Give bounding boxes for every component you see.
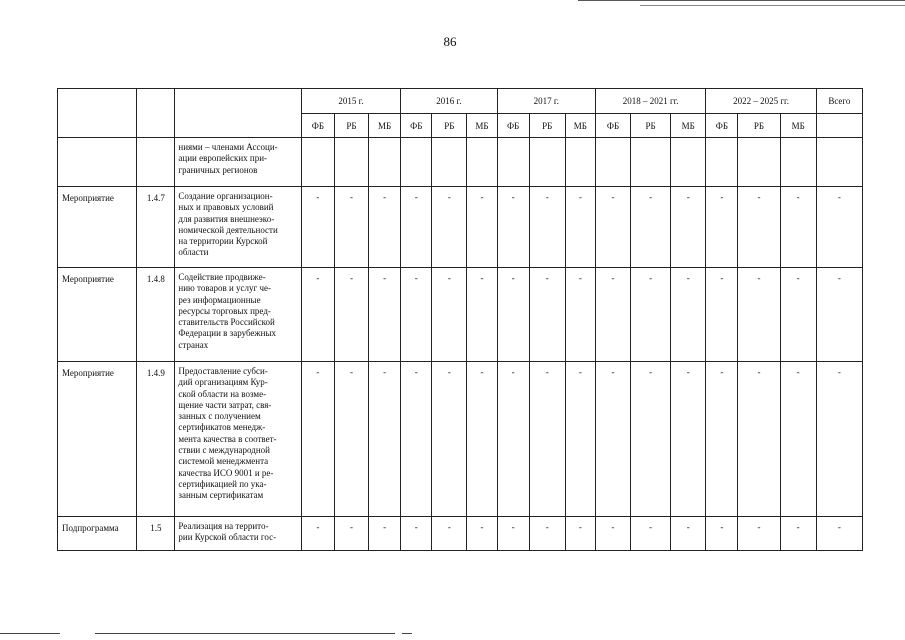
- description-line: ных и правовых условий: [178, 202, 274, 213]
- value-cell: -: [631, 187, 671, 268]
- value-cell: -: [432, 187, 467, 268]
- source-header: РБ: [529, 114, 565, 138]
- value-cell: -: [467, 517, 497, 551]
- value-cell: -: [401, 187, 432, 268]
- description-line: граничных регионов: [178, 164, 258, 175]
- description-line: рез информационные: [178, 294, 261, 305]
- value-cell: -: [565, 517, 595, 551]
- value-cell: -: [529, 517, 565, 551]
- value-cell: [631, 138, 671, 187]
- value-cell: -: [631, 362, 671, 517]
- value-cell: -: [467, 187, 497, 268]
- description-line: ниями – членами Ассоци-: [178, 142, 278, 152]
- row-kind: Подпрограмма: [58, 517, 137, 551]
- source-header: МБ: [671, 114, 706, 138]
- year-header: 2022 – 2025 гг.: [706, 89, 816, 114]
- row-kind: Мероприятие: [58, 362, 137, 517]
- header-empty-cell: [137, 89, 175, 138]
- description-line: сертификатов менедж-: [178, 422, 266, 433]
- value-cell: -: [706, 187, 738, 268]
- description-line: дий организациям Кур-: [178, 377, 268, 388]
- value-cell: [565, 138, 595, 187]
- value-cell: -: [529, 187, 565, 268]
- value-cell: [706, 138, 738, 187]
- scan-edge-line: [0, 633, 60, 634]
- value-cell: -: [631, 517, 671, 551]
- row-description: [175, 187, 301, 268]
- value-cell: -: [780, 268, 816, 362]
- source-header: ФБ: [497, 114, 529, 138]
- description-line: Федерации в зарубежных: [178, 328, 277, 339]
- value-cell: -: [738, 268, 780, 362]
- description-line: ствии с международной: [178, 445, 270, 456]
- source-header: МБ: [780, 114, 816, 138]
- description-line: качества ИСО 9001 и ре-: [178, 467, 274, 478]
- table-row: [58, 517, 863, 551]
- value-cell: -: [529, 268, 565, 362]
- value-cell: -: [780, 187, 816, 268]
- value-cell: -: [565, 362, 595, 517]
- year-header: 2015 г.: [301, 89, 400, 114]
- value-cell: [671, 138, 706, 187]
- value-cell: -: [595, 362, 630, 517]
- value-cell: -: [565, 268, 595, 362]
- value-cell: [401, 138, 432, 187]
- row-kind: [58, 138, 137, 187]
- description-line: области: [178, 247, 209, 258]
- source-header: МБ: [467, 114, 497, 138]
- source-header: ФБ: [595, 114, 630, 138]
- value-cell: -: [497, 268, 529, 362]
- source-header: РБ: [432, 114, 467, 138]
- value-cell: -: [401, 362, 432, 517]
- row-code: 1.4.9: [137, 362, 175, 517]
- row-description: [175, 268, 301, 362]
- source-header: МБ: [565, 114, 595, 138]
- description-line: занным сертификатам: [178, 490, 264, 501]
- value-cell: -: [497, 517, 529, 551]
- source-header: РБ: [334, 114, 368, 138]
- value-cell: -: [334, 187, 368, 268]
- value-cell: -: [738, 187, 780, 268]
- value-cell: -: [301, 362, 334, 517]
- value-cell: -: [529, 362, 565, 517]
- description-line: для развития внешнеэко-: [178, 213, 275, 224]
- value-cell: -: [334, 268, 368, 362]
- value-cell: -: [467, 268, 497, 362]
- description-line: Предоставление субси-: [178, 366, 268, 376]
- value-cell: -: [706, 517, 738, 551]
- description-line: щение части затрат, свя-: [178, 399, 272, 410]
- source-header: ФБ: [706, 114, 738, 138]
- value-cell: [467, 138, 497, 187]
- value-cell: -: [432, 517, 467, 551]
- scan-edge-line: [578, 0, 905, 1]
- row-code: 1.4.8: [137, 268, 175, 362]
- description-line: сертификацией по ука-: [178, 478, 267, 489]
- row-description: [175, 138, 301, 187]
- description-line: системой менеджмента: [178, 456, 269, 467]
- header-empty-cell: [816, 114, 862, 138]
- description-line: Содействие продвиже-: [178, 272, 266, 282]
- value-cell: -: [301, 268, 334, 362]
- value-cell: -: [565, 187, 595, 268]
- row-description: [175, 517, 301, 551]
- header-empty-cell: [175, 89, 301, 138]
- table-row: [58, 362, 863, 517]
- year-header: 2017 г.: [497, 89, 595, 114]
- scan-edge-line: [402, 633, 412, 634]
- value-cell: -: [334, 362, 368, 517]
- value-cell: -: [816, 517, 862, 551]
- description-line: ации европейских при-: [178, 153, 268, 164]
- value-cell: [369, 138, 401, 187]
- value-cell: -: [369, 362, 401, 517]
- value-cell: [780, 138, 816, 187]
- description-line: Реализация на террито-: [178, 521, 269, 531]
- row-code: 1.5: [137, 517, 175, 551]
- table-row: [58, 268, 863, 362]
- value-cell: -: [401, 268, 432, 362]
- header-empty-cell: [58, 89, 137, 138]
- page-number: 86: [443, 34, 457, 49]
- value-cell: -: [401, 517, 432, 551]
- value-cell: [334, 138, 368, 187]
- value-cell: -: [369, 517, 401, 551]
- value-cell: -: [671, 268, 706, 362]
- row-kind: Мероприятие: [58, 268, 137, 362]
- budget-table: [57, 88, 863, 551]
- value-cell: [432, 138, 467, 187]
- value-cell: -: [738, 517, 780, 551]
- value-cell: -: [816, 187, 862, 268]
- value-cell: [529, 138, 565, 187]
- value-cell: -: [671, 517, 706, 551]
- value-cell: -: [301, 187, 334, 268]
- value-cell: -: [595, 517, 630, 551]
- value-cell: -: [706, 268, 738, 362]
- description-line: странах: [178, 339, 209, 350]
- value-cell: [301, 138, 334, 187]
- value-cell: -: [369, 187, 401, 268]
- value-cell: -: [780, 517, 816, 551]
- description-line: мента качества в соответ-: [178, 433, 277, 444]
- value-cell: [497, 138, 529, 187]
- total-header: Всего: [816, 89, 862, 114]
- description-line: номической деятельности: [178, 224, 278, 235]
- value-cell: -: [497, 362, 529, 517]
- value-cell: -: [432, 362, 467, 517]
- description-line: Создание организацион-: [178, 191, 273, 201]
- value-cell: -: [595, 187, 630, 268]
- scan-edge-line: [640, 5, 905, 6]
- value-cell: -: [369, 268, 401, 362]
- description-line: на территории Курской: [178, 236, 268, 247]
- year-header: 2018 – 2021 гг.: [595, 89, 705, 114]
- value-cell: -: [816, 268, 862, 362]
- row-code: 1.4.7: [137, 187, 175, 268]
- value-cell: -: [780, 362, 816, 517]
- source-header: ФБ: [301, 114, 334, 138]
- source-header: РБ: [738, 114, 780, 138]
- value-cell: -: [497, 187, 529, 268]
- row-code: [137, 138, 175, 187]
- description-line: ской области на возме-: [178, 388, 267, 399]
- value-cell: -: [334, 517, 368, 551]
- row-description: [175, 362, 301, 517]
- value-cell: -: [706, 362, 738, 517]
- value-cell: -: [432, 268, 467, 362]
- value-cell: -: [816, 362, 862, 517]
- value-cell: -: [467, 362, 497, 517]
- value-cell: -: [738, 362, 780, 517]
- source-header: ФБ: [401, 114, 432, 138]
- value-cell: -: [595, 268, 630, 362]
- value-cell: -: [671, 187, 706, 268]
- source-header: РБ: [631, 114, 671, 138]
- value-cell: -: [631, 268, 671, 362]
- table-row: [58, 187, 863, 268]
- source-header: МБ: [369, 114, 401, 138]
- value-cell: -: [671, 362, 706, 517]
- description-line: ресурсы торговых пред-: [178, 305, 271, 316]
- table-row: [58, 138, 863, 187]
- value-cell: [816, 138, 862, 187]
- description-line: ставительств Российской: [178, 317, 275, 328]
- description-line: нию товаров и услуг че-: [178, 283, 271, 294]
- header-row-years: [58, 89, 863, 114]
- value-cell: [738, 138, 780, 187]
- scan-edge-line: [95, 633, 395, 634]
- row-kind: Мероприятие: [58, 187, 137, 268]
- value-cell: [595, 138, 630, 187]
- value-cell: -: [301, 517, 334, 551]
- description-line: занных с получением: [178, 411, 261, 422]
- year-header: 2016 г.: [401, 89, 497, 114]
- description-line: рии Курской области гос-: [178, 532, 277, 543]
